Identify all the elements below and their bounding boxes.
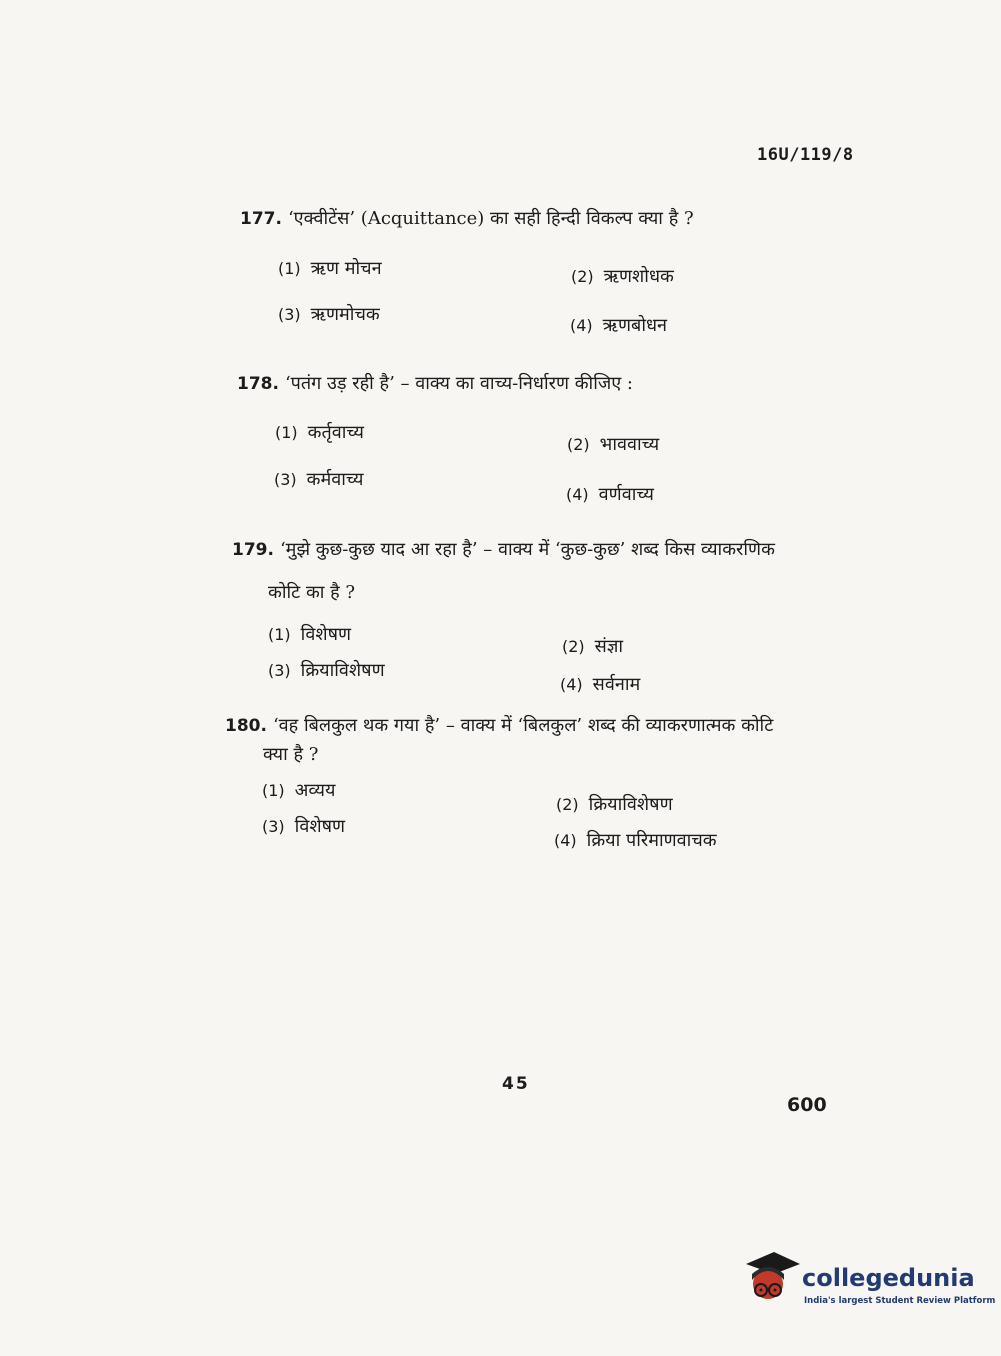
option-number: (1)	[268, 625, 291, 644]
option-number: (1)	[275, 423, 298, 442]
option-4	[566, 482, 654, 506]
mascot-icon	[742, 1250, 802, 1314]
option-number: (4)	[560, 675, 583, 694]
option-text: ऋणशोधक	[603, 266, 674, 287]
option-text: अव्यय	[294, 780, 336, 801]
question-line-2: कोटि का है ?	[268, 582, 356, 603]
option-text: ऋणमोचक	[310, 304, 380, 325]
option-3	[278, 302, 380, 326]
question-number: 177.	[240, 209, 282, 229]
option-text: ऋण मोचन	[310, 258, 382, 279]
question-text	[225, 713, 773, 737]
question-text	[240, 206, 694, 230]
option-number: (4)	[554, 831, 577, 850]
option-number: (4)	[566, 485, 589, 504]
question-line: ‘पतंग उड़ रही है’ – वाक्य का वाच्य-निर्धारण कीजिए :	[284, 373, 633, 394]
option-3	[262, 814, 345, 838]
option-text: कर्मवाच्य	[306, 469, 364, 490]
page-number: 45	[502, 1074, 530, 1094]
option-number: (1)	[262, 781, 285, 800]
brand-name: collegedunia	[802, 1264, 975, 1292]
question-line: ‘एक्वीटेंस’ (Acquittance) का सही हिन्दी विकल्प क्या है ?	[287, 208, 694, 229]
option-text: कर्तृवाच्य	[307, 422, 364, 443]
option-number: (2)	[567, 435, 590, 454]
brand-tagline: India's largest Student Review Platform	[804, 1296, 996, 1306]
option-number: (2)	[562, 637, 585, 656]
option-number: (2)	[556, 795, 579, 814]
paper-code: 16U/119/8	[757, 145, 854, 165]
option-3	[268, 658, 385, 682]
question-text	[232, 537, 775, 561]
option-2	[571, 264, 674, 288]
option-number: (3)	[274, 470, 297, 489]
option-number: (3)	[262, 817, 285, 836]
option-4	[560, 672, 640, 696]
side-number: 600	[787, 1094, 827, 1116]
option-4	[554, 828, 717, 852]
option-1	[268, 622, 351, 646]
question-line: ‘वह बिलकुल थक गया है’ – वाक्य में ‘बिलकुल’ शब्द की व्याकरणात्मक कोटि	[272, 715, 774, 736]
option-text: विशेषण	[300, 624, 351, 645]
option-text: विशेषण	[294, 816, 345, 837]
option-2	[567, 432, 659, 456]
question-number: 179.	[232, 540, 274, 560]
option-text: क्रियाविशेषण	[588, 794, 673, 815]
option-3	[274, 467, 364, 491]
question-text	[237, 371, 633, 395]
option-1	[275, 420, 364, 444]
option-number: (3)	[268, 661, 291, 680]
option-text: सर्वनाम	[592, 674, 641, 695]
option-number: (3)	[278, 305, 301, 324]
option-1	[262, 778, 335, 802]
question-number: 178.	[237, 374, 279, 394]
option-number: (2)	[571, 267, 594, 286]
option-text: भाववाच्य	[599, 434, 660, 455]
option-number: (1)	[278, 259, 301, 278]
collegedunia-logo	[742, 1250, 996, 1314]
question-line: ‘मुझे कुछ-कुछ याद आ रहा है’ – वाक्य में ‘कुछ-कुछ’ शब्द किस व्याकरणिक	[279, 539, 775, 560]
question-line-2: क्या है ?	[263, 744, 319, 765]
option-text: क्रिया परिमाणवाचक	[586, 830, 717, 851]
option-number: (4)	[570, 316, 593, 335]
option-text: संज्ञा	[594, 636, 624, 657]
option-text: ऋणबोधन	[602, 315, 668, 336]
option-text: क्रियाविशेषण	[300, 660, 385, 681]
option-2	[556, 792, 673, 816]
option-text: वर्णवाच्य	[598, 484, 654, 505]
option-4	[570, 313, 667, 337]
option-1	[278, 256, 382, 280]
option-2	[562, 634, 623, 658]
question-number: 180.	[225, 716, 267, 736]
